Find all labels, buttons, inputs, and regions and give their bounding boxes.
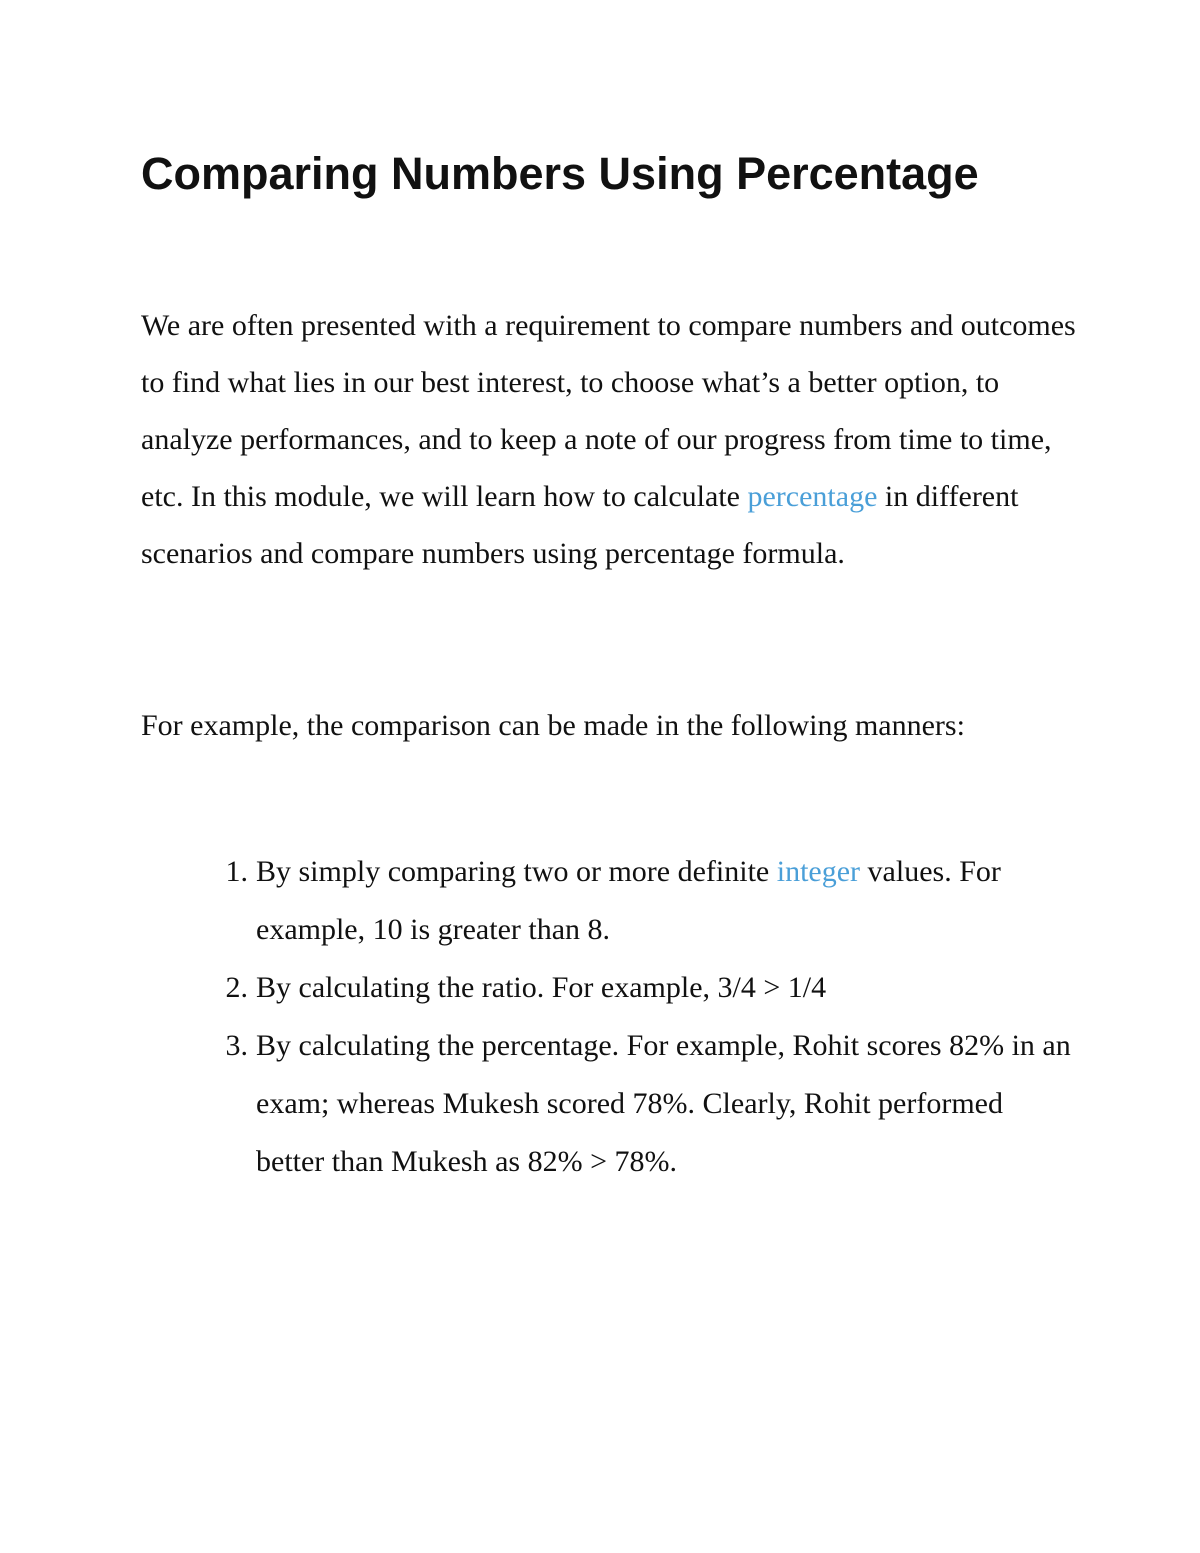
example-intro-paragraph: For example, the comparison can be made in the following manners: (141, 709, 965, 742)
intro-text-start: We are often presented with a requirement to compare numbers and outcomes to find what lies in our best interest, to choose what’s a better option, to analyze performances, and to keep a note of our progress from time to time, etc. In this module, we will learn how to calculate (141, 309, 1076, 513)
percentage-link[interactable]: percentage (747, 480, 878, 513)
list-item-text: By calculating the ratio. For example, 3/4 > 1/4 (256, 971, 827, 1004)
list-item (225, 959, 1076, 1017)
list-item-number: 1. (225, 855, 248, 888)
document-title: Comparing Numbers Using Percentage (141, 148, 979, 199)
list-item-number: 3. (225, 1029, 248, 1062)
list-item (225, 1017, 1076, 1191)
intro-paragraph (141, 297, 1081, 582)
list-item-text-start: By simply comparing two or more definite (256, 855, 777, 888)
intro-text-end: in different scenarios and compare numbers using percentage formula. (141, 480, 1019, 570)
integer-link[interactable]: integer (776, 855, 861, 888)
comparison-methods-list (225, 843, 1076, 1191)
list-item (225, 843, 1076, 959)
list-item-text-end: values. For example, 10 is greater than 8. (256, 855, 1001, 946)
list-item-text: By calculating the percentage. For example, Rohit scores 82% in an exam; whereas Mukesh scored 78%. Clearly, Rohit performed better than Mukesh as 82% > 78%. (256, 1029, 1071, 1178)
list-item-number: 2. (225, 971, 248, 1004)
